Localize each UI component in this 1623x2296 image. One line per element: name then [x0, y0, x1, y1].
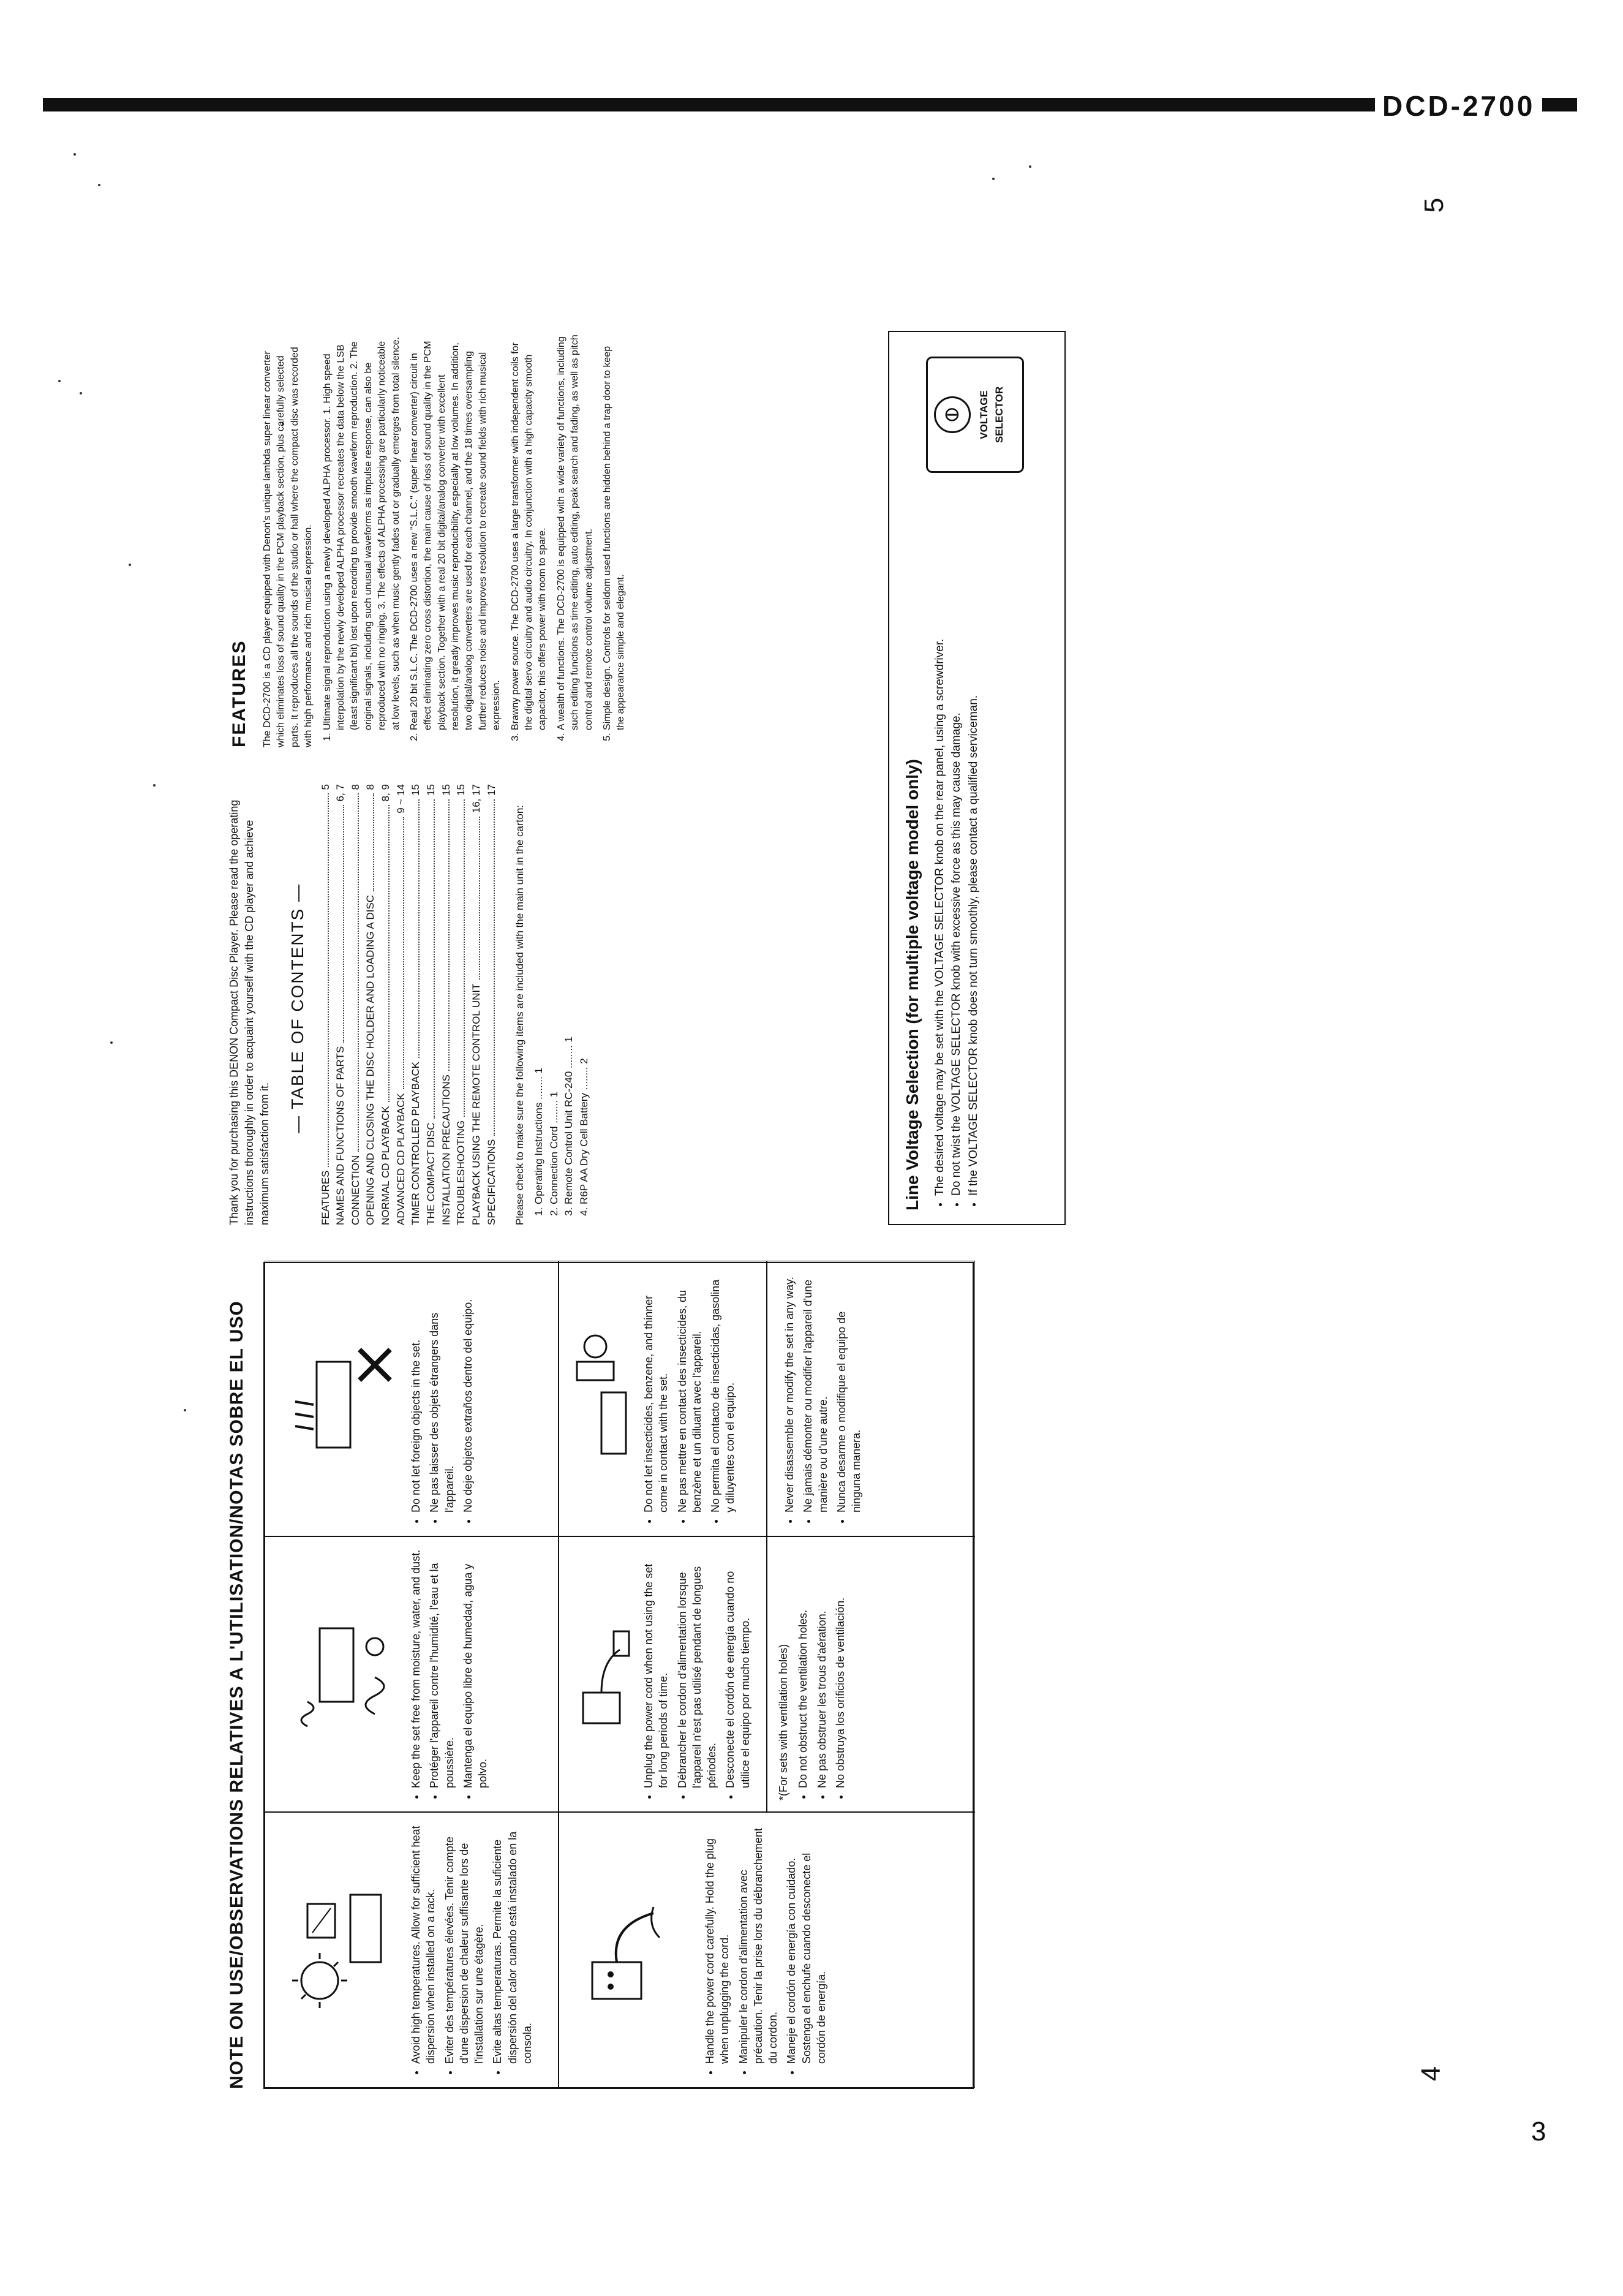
carton-item: 4. R6P AA Dry Cell Battery ........ 2: [577, 784, 592, 1204]
feature-item: 2. Real 20 bit S.L.C. The DCD-2700 uses a new "S.L.C." (super linear converter) circuit in effect eliminating zero cross distortion, the main cause of loss of sound quality in the PCM playback section. Together with a real 20 bit digital/analog converter with excellent resolution, it greatly improves music reproducibility, especially at low volumes. In addition, two digital/analog converters are used for each channel, and the 18 times oversampling further reduces noise and improves resolution to recreate sound fields with rich musical expression.: [408, 331, 504, 730]
toc-row: NORMAL CD PLAYBACK 8, 9: [380, 784, 392, 1225]
right-column: [227, 331, 1005, 1225]
note-cell-disassemble: [767, 1261, 975, 1536]
toc-row: PLAYBACK USING THE REMOTE CONTROL UNIT 16, 17: [470, 784, 482, 1225]
carton-lead: Please check to make sure the following items are included with the main unit in the carton:: [514, 804, 526, 1225]
features-lead: The DCD-2700 is a CD player equipped with Denon's unique lambda super linear converter which eliminates loss of sound quality in the PCM playback section, plus carefully selected parts. It reproduces all the sounds of the studio or hall where the compact disc was recorded with high performance and rich musical expression.: [262, 347, 314, 747]
toc-row: TIMER CONTROLLED PLAYBACK 15: [410, 784, 422, 1225]
toc-row: THE COMPACT DISC 15: [425, 784, 437, 1225]
ventilation-note: *(For sets with ventilation holes): [777, 1644, 789, 1800]
header-rule-end: [1559, 98, 1577, 111]
note-text: • No deje objetos extraños dentro del equipo.: [461, 1272, 475, 1512]
note-text: • Nunca desarme o modifique el equipo de ninguna manera.: [834, 1272, 864, 1512]
note-grid: [263, 1262, 974, 2089]
voltage-selector-label: VOLTAGE: [978, 390, 990, 439]
note-text: • Evite altas temperaturas. Permite la suficiente dispersión del calor cuando está instalado en la consola.: [490, 1824, 535, 2064]
voltage-knob-icon: ⦶: [934, 396, 971, 433]
intro-text: Thank you for purchasing this DENON Compact Disc Player. Please read the operating instructions thoroughly in order to acquaint yourself with the CD player and achieve maximum satisfaction from it.: [228, 799, 271, 1225]
line-voltage-text: • Do not twist the VOLTAGE SELECTOR knob with excessive force as this may cause damage.: [948, 488, 965, 1196]
page-number-left: 4: [1416, 2066, 1447, 2082]
toc-title: — TABLE OF CONTENTS —: [287, 883, 307, 1133]
note-text: • Handle the power cord carefully. Hold the plug when unplugging the cord.: [702, 1824, 732, 2064]
note-text: • Protéger l'appareil contre l'humidité, l'eau et la poussière.: [427, 1548, 457, 1788]
model-number: DCD-2700: [1375, 89, 1542, 123]
voltage-selector-figure: [926, 357, 1024, 473]
note-text: • No obstruya los orificios de ventilación.: [833, 1548, 848, 1788]
unplug-illustration: [568, 1548, 641, 1800]
note-cell-unplug: [559, 1536, 767, 1812]
carton-item: 1. Operating Instructions ........ 1: [532, 784, 547, 1204]
line-voltage-text: • If the VOLTAGE SELECTOR knob does not turn smoothly, please contact a qualified serviceman.: [965, 488, 982, 1196]
moisture-illustration: [274, 1548, 409, 1800]
voltage-selector-label: SELECTOR: [993, 386, 1005, 444]
carton-contents: [513, 784, 592, 1225]
note-cell-ventilation: [767, 1536, 975, 1812]
toc-row: NAMES AND FUNCTIONS OF PARTS 6, 7: [334, 784, 347, 1225]
line-voltage-title: Line Voltage Selection (for multiple voltage model only): [903, 759, 922, 1210]
note-text: • Never disassemble or modify the set in any way.: [782, 1272, 797, 1512]
note-text: • Ne pas laisser des objets étrangers dans l'appareil.: [427, 1272, 457, 1512]
features-section: [227, 331, 633, 747]
feature-item: 5. Simple design. Controls for seldom used functions are hidden behind a trap door to keep the appearance simple and elegant.: [601, 331, 628, 730]
heat-illustration: [274, 1824, 409, 2076]
note-text: • Manipuler le cordon d'alimentation avec précaution. Tenir la prise lors du débranchement du cordon.: [736, 1824, 781, 2064]
note-cell-chemicals: [559, 1261, 767, 1536]
note-text: • Maneje el cordón de energía con cuidado. Sostenga el enchufe cuando desconecte el cordón de energía.: [784, 1824, 829, 2064]
note-text: • Eviter des températures élevées. Tenir compte d'une dispersion de chaleur suffisante lors de l'installation sur une étagère.: [442, 1824, 487, 2064]
line-voltage-box: [888, 331, 1066, 1225]
note-text: • Desconecte el cordón de energía cuando no utilice el equipo por mucho tiempo.: [723, 1548, 753, 1788]
note-text: • Ne pas obstruer les trous d'aération.: [815, 1548, 829, 1788]
note-cell-heat: [265, 1812, 559, 2088]
carton-item: 3. Remote Control Unit RC-240 ........ 1: [562, 784, 577, 1204]
note-cell-moisture: [265, 1536, 559, 1812]
note-cell-foreign-objects: [265, 1261, 559, 1536]
note-text: • Mantenga el equipo libre de humedad, agua y polvo.: [461, 1548, 491, 1788]
toc-row: OPENING AND CLOSING THE DISC HOLDER AND LOADING A DISC 8: [364, 784, 377, 1225]
note-text: • Avoid high temperatures. Allow for sufficient heat dispersion when installed on a rack.: [409, 1824, 439, 2064]
toc-row: CONNECTION 8: [349, 784, 361, 1225]
carton-item: 2. Connection Cord ........ 1: [547, 784, 562, 1204]
chemicals-illustration: [568, 1272, 641, 1525]
power-cord-illustration: [568, 1824, 702, 2076]
toc-row: TROUBLESHOOTING 15: [455, 784, 467, 1225]
note-text: • Unplug the power cord when not using the set for long periods of time.: [641, 1548, 671, 1788]
foreign-objects-illustration: [274, 1272, 409, 1525]
toc-row: ADVANCED CD PLAYBACK 9 ~ 14: [394, 784, 407, 1225]
header-rule: [43, 98, 1562, 111]
toc-row: SPECIFICATIONS 17: [485, 784, 497, 1225]
note-cell-power-cord: [559, 1812, 975, 2088]
rotated-page: [202, 270, 1550, 2107]
feature-item: 3. Brawny power source. The DCD-2700 uses a large transformer with independent coils for the digital servo circuitry and audio circuitry. In conjunction with a high capacity smooth capacitor, this offers power with room to spare.: [509, 331, 550, 730]
note-text: • Ne jamais démonter ou modifier l'appareil d'une manière ou d'une autre.: [800, 1272, 830, 1512]
line-voltage-text: • The desired voltage may be set with the VOLTAGE SELECTOR knob on the rear panel, using a screwdriver.: [932, 488, 949, 1196]
page-number-bottom: 3: [1531, 2117, 1546, 2147]
note-text: • No permita el contacto de insecticidas, gasolina y diluyentes con el equipo.: [708, 1272, 738, 1512]
feature-item: 1. Ultimate signal reproduction using a newly developed ALPHA processor. 1. High speed interpolation by the newly developed ALPHA processor recreates the data below the LSB (least significant bit) lost upon recording to provide smooth waveform reproduction. 2. The original signals, including such unusual waveforms as impulse response, can also be reproduced with no ringing. 3. The effects of ALPHA processing are particularly noticeable at low levels, such as when music gently fades out or gradually emerges from total silence.: [321, 331, 403, 730]
feature-item: 4. A wealth of functions. The DCD-2700 is equipped with a wide variety of functions, including such editing functions as time editing, auto editing, peak search and fading, as well as pitch control and remote control volume adjustment.: [555, 331, 596, 730]
note-text: • Débrancher le cordon d'alimentation lorsque l'appareil n'est pas utilisé pendant de longues périodes.: [675, 1548, 720, 1788]
table-of-contents: [318, 784, 500, 1225]
note-text: • Keep the set free from moisture, water, and dust.: [409, 1548, 423, 1788]
toc-row: FEATURES 5: [319, 784, 331, 1225]
note-text: • Ne pas mettre en contact des insecticides, du benzène et un diluant avec l'appareil.: [675, 1272, 705, 1512]
note-text: • Do not obstruct the ventilation holes.: [796, 1548, 810, 1788]
note-text: • Do not let insecticides, benzene, and thinner come in contact with the set.: [641, 1272, 671, 1512]
note-text: • Do not let foreign objects in the set.: [409, 1272, 423, 1512]
toc-row: INSTALLATION PRECAUTIONS 15: [440, 784, 452, 1225]
note-title: NOTE ON USE/OBSERVATIONS RELATIVES A L'UTILISATION/NOTAS SOBRE EL USO: [227, 1301, 247, 2089]
page-number-right: 5: [1419, 197, 1450, 213]
features-title: FEATURES: [229, 640, 249, 747]
